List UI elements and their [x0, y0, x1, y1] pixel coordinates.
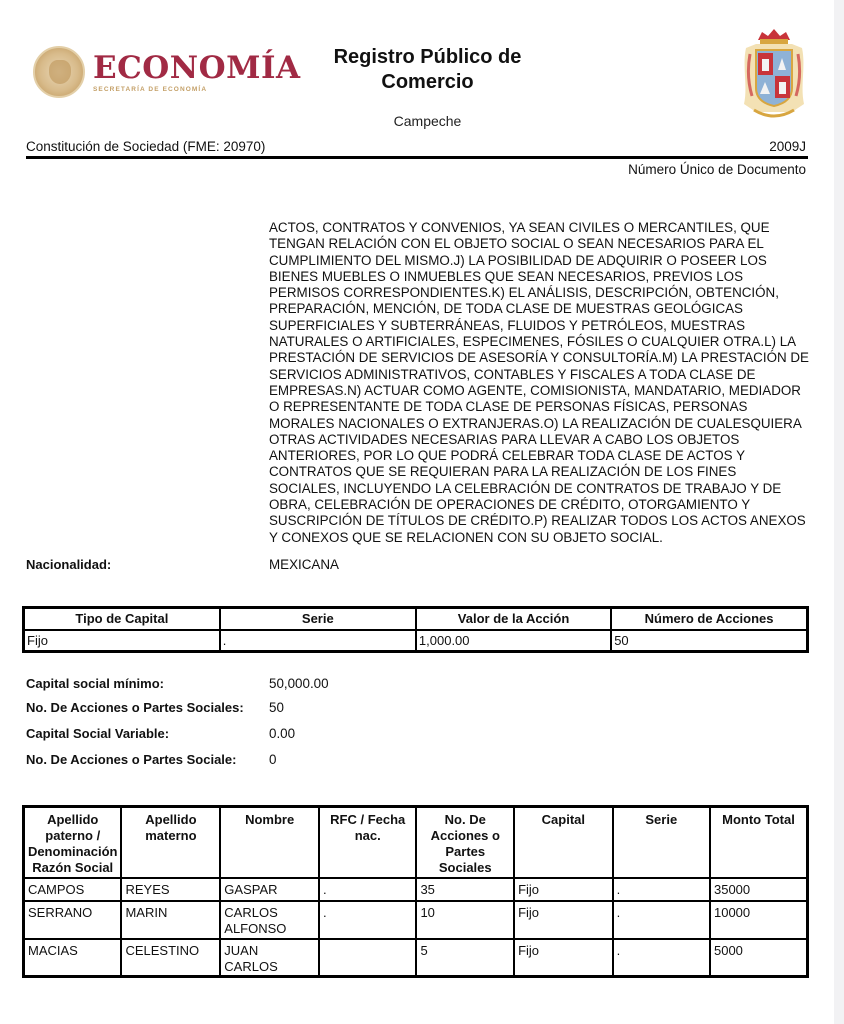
cell-valor-accion: 1,000.00: [416, 630, 611, 652]
document-meta-row: [26, 139, 806, 154]
col-valor-accion: Valor de la Acción: [416, 608, 611, 630]
table-row: [24, 901, 808, 939]
col-tipo-capital: Tipo de Capital: [24, 608, 220, 630]
col-apellido-paterno: Apellido paterno / Denominación Razón Social: [24, 807, 122, 878]
header-divider: [26, 156, 808, 159]
acciones-variables-value: 0: [269, 752, 277, 767]
unique-document-number-label: Número Único de Documento: [628, 162, 806, 177]
nationality-label: Nacionalidad:: [26, 557, 112, 572]
economia-logo: [33, 46, 301, 98]
acciones-fijas-label: No. De Acciones o Partes Sociales:: [26, 700, 244, 715]
cell-apellido-materno: MARIN: [121, 901, 220, 939]
cell-no-acciones: 35: [416, 878, 514, 901]
social-object-text: ACTOS, CONTRATOS Y CONVENIOS, YA SEAN CIVILES O MERCANTILES, QUE TENGAN RELACIÓN CON EL OBJETO SOCIAL O SEAN NECESARIOS PARA EL CUMPLIMIENTO DEL MISMO.J) LA POSIBILIDAD DE ADQUIRIR O POSEER LOS BIENES MUEBLES O INMUEBLES QUE SEAN NECESARIOS, PREVIOS LOS PERMISOS CORRESPONDIENTES.K) EL ANÁLISIS, DESCRIPCIÓN, OBTENCIÓN, PREPARACIÓN, MENCIÓN, DE TODA CLASE DE MUESTRAS GEOLÓGICAS SUPERFICIALES Y SUBTERRÁNEAS, FLUIDOS Y PETRÓLEOS, MUESTRAS NATURALES O ARTIFICIALES, ESPECIMENES, FÓSILES O CUALQUIER OTRA.L) LA PRESTACIÓN DE SERVICIOS DE ASESORÍA Y CONSULTORÍA.M) LA PRESTACIÓN DE SERVICIOS ADMINISTRATIVOS, CONTABLES Y FISCALES A TODA CLASE DE EMPRESAS.N) ACTUAR COMO AGENTE, COMISIONISTA, MANDATARIO, MEDIADOR O REPRESENTANTE DE TODA CLASE DE PERSONAS FÍSICAS, PERSONAS MORALES NACIONALES O EXTRANJERAS.O) LA REALIZACIÓN DE CUALESQUIERA OTRAS ACTIVIDADES NECESARIAS PARA LLEVAR A CABO LOS OBJETOS ANTERIORES, POR LO QUE PODRÁ CELEBRAR TODA CLASE DE ACTOS Y CONTRATOS QUE SE REQUIERAN PARA LA REALIZACIÓN DE LOS FINES SOCIALES, INCLUYENDO LA CELEBRACIÓN DE CONTRATOS DE TRABAJO Y DE OBRA, CELEBRACIÓN DE OPERACIONES DE CRÉDITO, OTORGAMIENTO Y SUSCRIPCIÓN DE TÍTULOS DE CRÉDITO.P) REALIZAR TODOS LOS ACTOS ANEXOS Y CONEXOS QUE SE RELACIONEN CON SU OBJETO SOCIAL.: [269, 220, 809, 545]
page-title: Registro Público de Comercio: [333, 46, 522, 93]
page-gutter: [834, 0, 844, 1024]
col-numero-acciones: Número de Acciones: [611, 608, 807, 630]
partners-table-header: [24, 807, 808, 878]
coat-of-arms-icon: [742, 26, 806, 122]
col-serie: Serie: [613, 807, 710, 878]
col-no-acciones: No. De Acciones o Partes Sociales: [416, 807, 514, 878]
cell-apellido-paterno: SERRANO: [24, 901, 122, 939]
capital-table-header: [24, 608, 808, 630]
cell-no-acciones: 10: [416, 901, 514, 939]
table-row: [24, 939, 808, 977]
table-row: [24, 878, 808, 901]
cell-apellido-materno: REYES: [121, 878, 220, 901]
capital-minimo-value: 50,000.00: [269, 676, 329, 691]
cell-serie: .: [220, 630, 416, 652]
col-serie: Serie: [220, 608, 416, 630]
acciones-variables-label: No. De Acciones o Partes Sociale:: [26, 752, 237, 767]
cell-monto-total: 35000: [710, 878, 808, 901]
cell-rfc: .: [319, 901, 416, 939]
table-row: [24, 630, 808, 652]
nationality-value: MEXICANA: [269, 557, 339, 572]
cell-nombre: JUAN CARLOS: [220, 939, 319, 977]
cell-nombre: CARLOS ALFONSO: [220, 901, 319, 939]
capital-variable-label: Capital Social Variable:: [26, 726, 170, 741]
document-type: Constitución de Sociedad (FME: 20970): [26, 139, 266, 154]
cell-serie: .: [613, 878, 710, 901]
cell-nombre: GASPAR: [220, 878, 319, 901]
document-code: 2009J: [769, 139, 806, 154]
cell-capital: Fijo: [514, 939, 613, 977]
partners-table: [22, 805, 809, 978]
cell-serie: .: [613, 939, 710, 977]
cell-capital: Fijo: [514, 878, 613, 901]
cell-apellido-paterno: CAMPOS: [24, 878, 122, 901]
cell-no-acciones: 5: [416, 939, 514, 977]
cell-tipo-capital: Fijo: [24, 630, 220, 652]
col-monto-total: Monto Total: [710, 807, 808, 878]
national-seal-icon: [33, 46, 85, 98]
cell-capital: Fijo: [514, 901, 613, 939]
logo-name: ECONOMÍA: [93, 49, 301, 86]
capital-minimo-label: Capital social mínimo:: [26, 676, 164, 691]
col-capital: Capital: [514, 807, 613, 878]
acciones-fijas-value: 50: [269, 700, 284, 715]
capital-variable-value: 0.00: [269, 726, 296, 741]
cell-numero-acciones: 50: [611, 630, 807, 652]
cell-apellido-materno: CELESTINO: [121, 939, 220, 977]
capital-table: [22, 606, 809, 653]
col-rfc: RFC / Fecha nac.: [319, 807, 416, 878]
col-apellido-materno: Apellido materno: [121, 807, 220, 878]
cell-rfc: .: [319, 878, 416, 901]
cell-apellido-paterno: MACIAS: [24, 939, 122, 977]
state-name: Campeche: [393, 113, 462, 129]
cell-serie: .: [613, 901, 710, 939]
cell-monto-total: 10000: [710, 901, 808, 939]
col-nombre: Nombre: [220, 807, 319, 878]
logo-subtitle: SECRETARÍA DE ECONOMÍA: [93, 85, 208, 93]
cell-monto-total: 5000: [710, 939, 808, 977]
cell-rfc: [319, 939, 416, 977]
